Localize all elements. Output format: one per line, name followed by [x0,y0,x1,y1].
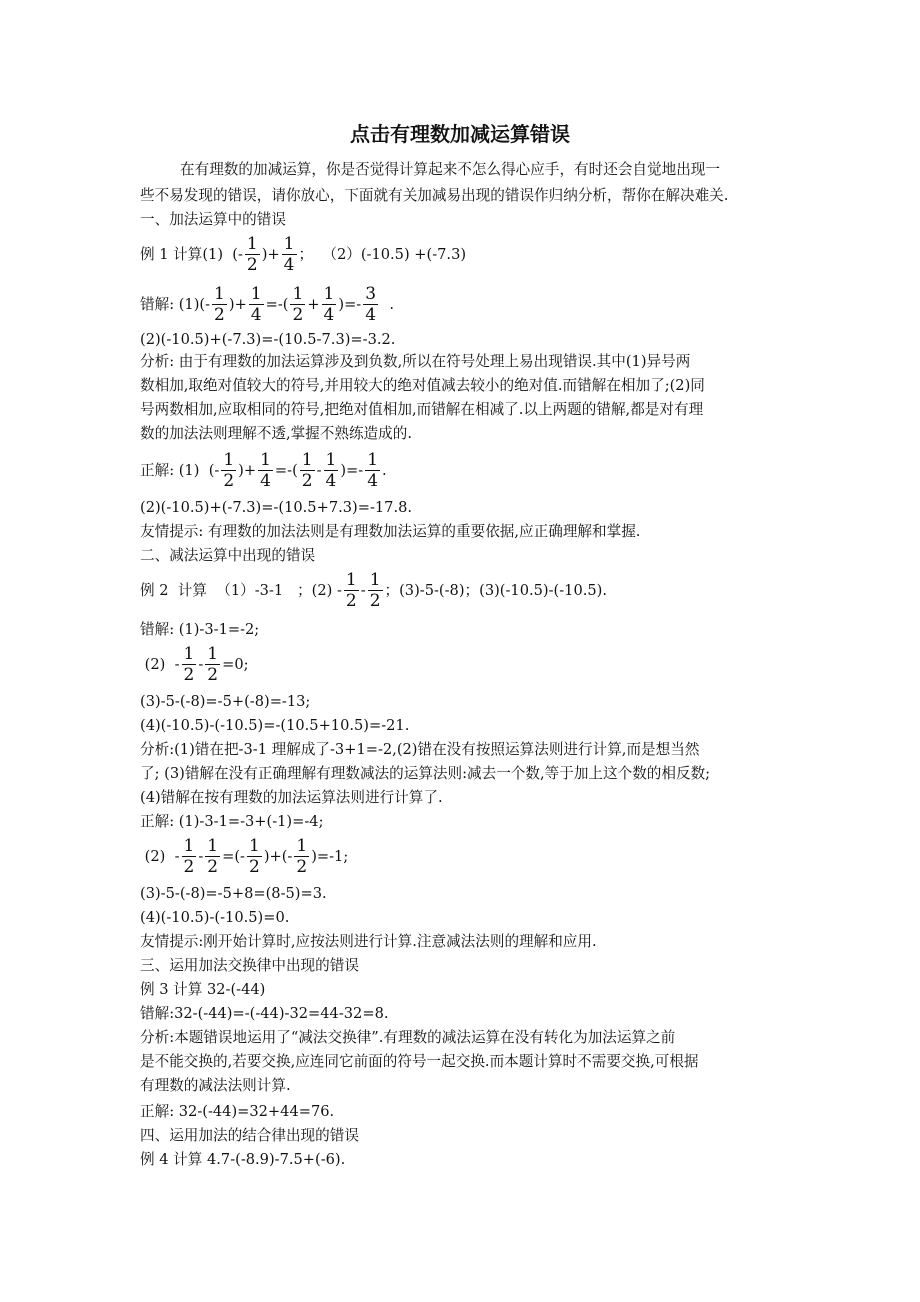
fraction: $\frac{1}{4}$ [325,450,337,491]
tip-1: 友情提示: 有理数的加法法则是有理数加法运算的重要依据,应正确理解和掌握. [140,523,641,540]
analysis-1-line-1: 分析: 由于有理数的加法运算涉及到负数,所以在符号处理上易出现错误.其中(1)异号两 [140,353,691,370]
analysis-1-line-2: 数相加,取绝对值较大的符号,并用较大的绝对值减去较小的绝对值.而错解在相加了;(2)同 [140,377,705,394]
fraction: $\frac{1}{2}$ [296,836,308,877]
fraction: $\frac{1}{4}$ [250,284,262,325]
fraction: $\frac{1}{2}$ [207,836,219,877]
intro-line-2: 些不易发现的错误，请你放心，下面就有关加减易出现的错误作归纳分析，帮你在解决难关. [140,187,729,204]
correct-solution-2-part-2: (2) - $\frac{1}{2}$ - $\frac{1}{2}$ =(- $\frac{1}{2}$ )+(- $\frac{1}{2}$ )=-1; [140,836,349,877]
analysis-2-line-3: (4)错解在按有理数的加法运算法则进行计算了. [140,789,443,806]
intro-line-1: 在有理数的加减运算，你是否觉得计算起来不怎么得心应手，有时还会自觉地出现一 [180,161,720,178]
fraction: $\frac{1}{2}$ [214,284,225,325]
example-3: 例 3 计算 32-(-44) [140,981,266,998]
wrong-solution-2-part-1: 错解: (1)-3-1=-2; [140,621,260,638]
correct-solution-2-part-4: (4)(-10.5)-(-10.5)=0. [140,909,290,926]
fraction: $\frac{1}{2}$ [183,644,195,685]
correct-solution-3: 正解: 32-(-44)=32+44=76. [140,1103,335,1120]
analysis-3-line-3: 有理数的减法法则计算. [140,1077,291,1094]
section-1-heading: 一、加法运算中的错误 [140,211,286,228]
analysis-3-line-2: 是不能交换的,若要交换,应连同它前面的符号一起交换.而本题计算时不需要交换,可根据 [140,1053,699,1070]
page-title: 点击有理数加减运算错误 [350,122,570,146]
analysis-1-line-3: 号两数相加,应取相同的符号,把绝对值相加,而错解在相减了.以上两题的错解,都是对有理 [140,401,704,418]
analysis-2-line-1: 分析:(1)错在把-3-1 理解成了-3+1=-2,(2)错在没有按照运算法则进行计算,而是想当然 [140,741,700,758]
correct-solution-2-part-1: 正解: (1)-3-1=-3+(-1)=-4; [140,813,324,830]
correct-solution-1: 正解: (1) (- $\frac{1}{2}$ )+ $\frac{1}{4}$ =-( $\frac{1}{2}$ - $\frac{1}{4}$ )=- $\frac{1}{4}$ . [140,450,387,491]
wrong-solution-2-part-3: (3)-5-(-8)=-5+(-8)=-13; [140,693,311,710]
fraction: $\frac{1}{2}$ [223,450,235,491]
wrong-solution-2-part-4: (4)(-10.5)-(-10.5)=-(10.5+10.5)=-21. [140,717,410,734]
section-4-heading: 四、运用加法的结合律出现的错误 [140,1127,359,1144]
wrong-solution-1: 错解: (1)(- $\frac{1}{2}$ )+ $\frac{1}{4}$ =-( $\frac{1}{2}$ + $\frac{1}{4}$ )=- $\frac{3}{4}$ . [140,284,394,325]
fraction: $\frac{1}{2}$ [369,570,381,611]
fraction: $\frac{1}{4}$ [323,284,335,325]
wrong-solution-1-part-2: (2)(-10.5)+(-7.3)=-(10.5-7.3)=-3.2. [140,331,396,348]
section-2-heading: 二、减法运算中出现的错误 [140,547,316,564]
analysis-3-line-1: 分析:本题错误地运用了“减法交换律”.有理数的减法运算在没有转化为加法运算之前 [140,1029,676,1046]
wrong-solution-2-part-2: (2) - $\frac{1}{2}$ - $\frac{1}{2}$ =0; [140,644,249,685]
fraction: $\frac{1}{2}$ [246,234,258,275]
fraction: $\frac{1}{4}$ [367,450,379,491]
analysis-2-line-2: 了; (3)错解在没有正确理解有理数减法的运算法则:减去一个数,等于加上这个数的相反数; [140,765,711,782]
fraction: $\frac{1}{2}$ [207,644,219,685]
fraction: $\frac{1}{2}$ [248,836,260,877]
fraction: $\frac{1}{2}$ [345,570,357,611]
tip-2: 友情提示:刚开始计算时,应按法则进行计算.注意减法法则的理解和应用. [140,933,597,950]
analysis-1-line-4: 数的加法法则理解不透,掌握不熟练造成的. [140,425,412,442]
fraction: $\frac{3}{4}$ [365,284,377,325]
fraction: $\frac{1}{2}$ [292,284,304,325]
example-4: 例 4 计算 4.7-(-8.9)-7.5+(-6). [140,1151,346,1168]
fraction: $\frac{1}{2}$ [183,836,195,877]
fraction: $\frac{1}{4}$ [283,234,295,275]
section-3-heading: 三、运用加法交换律中出现的错误 [140,957,359,974]
wrong-solution-3: 错解:32-(-44)=-(-44)-32=44-32=8. [140,1005,389,1022]
example-2: 例 2 计算 （1）-3-1 ；(2) - $\frac{1}{2}$ - $\frac{1}{2}$ ；(3)-5-(-8)；(3)(-10.5)-(-10.5). [140,570,607,611]
example-1: 例 1 计算(1) (- $\frac{1}{2}$ )+ $\frac{1}{4}$ ； （2）(-10.5) +(-7.3) [140,234,467,275]
correct-solution-1-part-2: (2)(-10.5)+(-7.3)=-(10.5+7.3)=-17.8. [140,499,413,516]
fraction: $\frac{1}{2}$ [301,450,313,491]
correct-solution-2-part-3: (3)-5-(-8)=-5+8=(8-5)=3. [140,885,327,902]
fraction: $\frac{1}{4}$ [260,450,271,491]
